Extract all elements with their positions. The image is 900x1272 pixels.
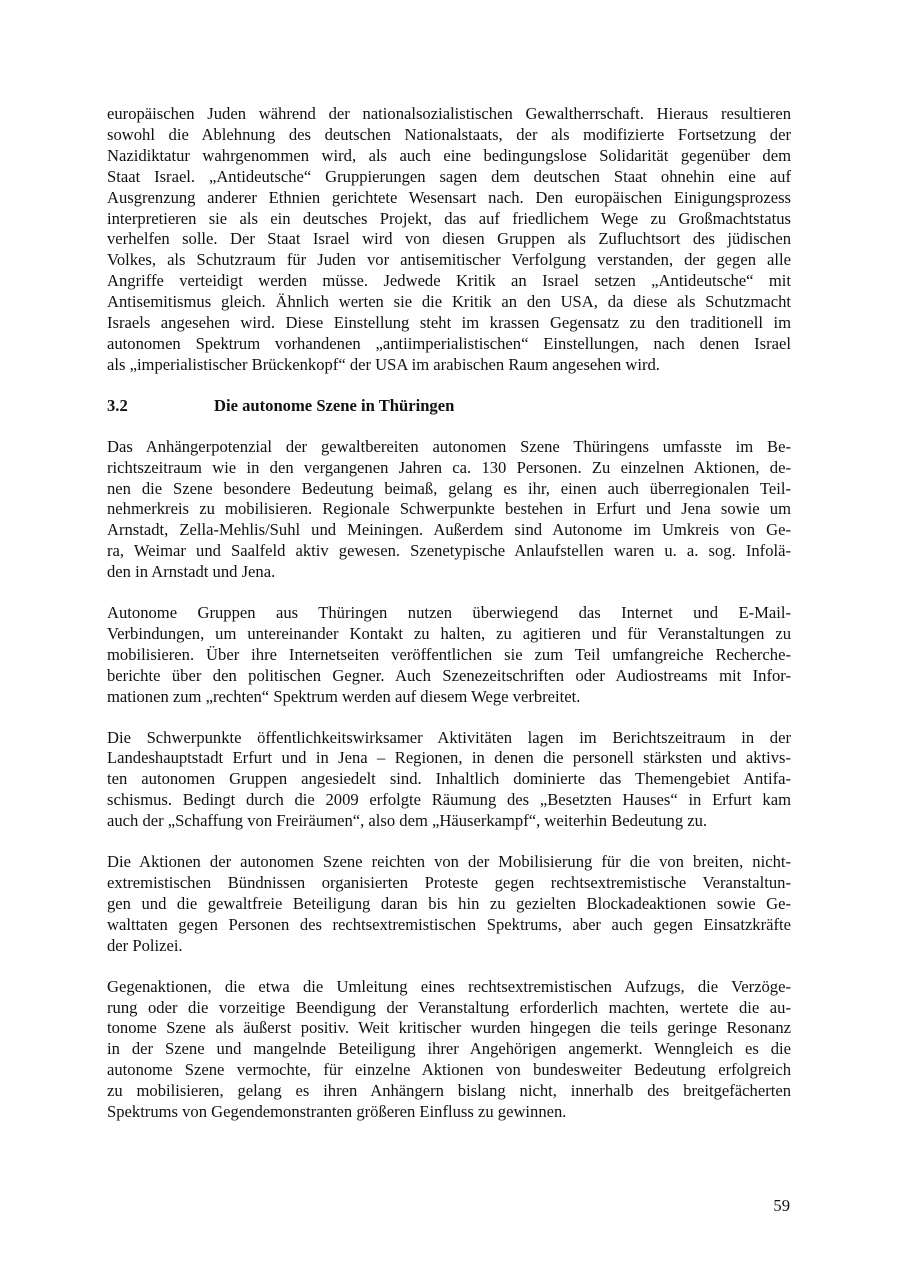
body-paragraph [107, 977, 791, 1123]
text-line: Angriffe verteidigt werden müsse. Jedwede Kritik an Israel setzen „Antideutsche“ mit [107, 271, 791, 291]
text-line: den in Arnstadt und Jena. [107, 562, 276, 582]
text-line: der Polizei. [107, 935, 183, 955]
page-number: 59 [773, 1196, 790, 1215]
text-line: europäischen Juden während der nationalsozialistischen Gewaltherrschaft. Hieraus resultieren [107, 104, 791, 123]
text-line: richtszeitraum wie in den vergangenen Jahren ca. 130 Personen. Zu einzelnen Aktionen, de- [107, 457, 791, 477]
text-line: zu mobilisieren, gelang es ihren Anhängern bislang nicht, innerhalb des breitgefächerten [107, 1081, 791, 1101]
text-line: als „imperialistischer Brückenkopf“ der USA im arabischen Raum angesehen wird. [107, 354, 660, 374]
text-line: Verbindungen, um untereinander Kontakt zu halten, zu agitieren und für Veranstaltungen zu [107, 623, 791, 643]
text-line: schismus. Bedingt durch die 2009 erfolgte Räumung des „Besetzten Hauses“ in Erfurt kam [107, 790, 791, 810]
text-line: Arnstadt, Zella-Mehlis/Suhl und Meiningen. Außerdem sind Autonome im Umkreis von Ge- [107, 520, 791, 540]
body-paragraph [107, 728, 791, 833]
text-line: Israels angesehen wird. Diese Einstellung steht im krassen Gegensatz zu den traditionell im [107, 313, 791, 333]
intro-paragraph [107, 104, 791, 376]
text-line: Nazidiktatur wahrgenommen wird, als auch eine bedingungslose Solidarität gegenüber dem [107, 145, 791, 165]
text-line: nehmerkreis zu mobilisieren. Regionale Schwerpunkte bestehen in Erfurt und Jena sowie um [107, 499, 791, 519]
text-line: Landeshauptstadt Erfurt und in Jena – Regionen, in denen die personell stärksten und aktivs- [107, 748, 791, 768]
text-line: sowohl die Ablehnung des deutschen Nationalstaats, der als modifizierte Fortsetzung der [107, 124, 791, 144]
text-line: nen die Szene besondere Bedeutung beimaß, gelang es ihr, einen auch überregionalen Teil- [107, 478, 791, 498]
text-line: Ausgrenzung anderer Ethnien gerichtete Wesensart nach. Den europäischen Einigungsprozess [107, 187, 791, 207]
text-line: Staat Israel. „Antideutsche“ Gruppierungen sagen dem deutschen Staat ohnehin eine auf [107, 166, 791, 186]
text-line: Gegenaktionen, die etwa die Umleitung eines rechtsextremistischen Aufzugs, die Verzöge- [107, 976, 791, 996]
text-line: Volkes, als Schutzraum für Juden vor antisemitischer Verfolgung verstanden, der gegen alle [107, 250, 791, 270]
text-line: mobilisieren. Über ihre Internetseiten veröffentlichen sie zum Teil umfangreiche Recherche- [107, 644, 791, 664]
section-heading [107, 396, 791, 417]
text-line: Die Schwerpunkte öffentlichkeitswirksamer Aktivitäten lagen im Berichtszeitraum in der [107, 727, 791, 747]
body-paragraph [107, 437, 791, 583]
text-line: rung oder die vorzeitige Beendigung der Veranstaltung erforderlich machten, wertete die au- [107, 997, 791, 1017]
text-line: mationen zum „rechten“ Spektrum werden auf diesem Wege verbreitet. [107, 686, 581, 706]
text-line: autonomen Spektrum vorhandenen „antiimperialistischen“ Einstellungen, nach denen Israel [107, 333, 791, 353]
text-line: verhelfen solle. Der Staat Israel wird von diesen Gruppen als Zufluchtsort des jüdischen [107, 229, 791, 249]
text-line: Autonome Gruppen aus Thüringen nutzen überwiegend das Internet und E-Mail- [107, 603, 791, 623]
text-line: auch der „Schaffung von Freiräumen“, also dem „Häuserkampf“, weiterhin Bedeutung zu. [107, 811, 708, 831]
text-line: Antisemitismus gleich. Ähnlich werten sie die Kritik an den USA, da diese als Schutzmacht [107, 292, 791, 312]
body-paragraph [107, 852, 791, 957]
text-line: autonome Szene vermochte, für einzelne Aktionen von bundesweiter Bedeutung erfolgreich [107, 1060, 791, 1080]
text-line: ten autonomen Gruppen angesiedelt sind. Inhaltlich dominierte das Themengebiet Antifa- [107, 769, 791, 789]
text-line: Spektrums von Gegendemonstranten größeren Einfluss zu gewinnen. [107, 1102, 567, 1122]
text-line: Das Anhängerpotenzial der gewaltbereiten autonomen Szene Thüringens umfasste im Be- [107, 436, 791, 456]
text-line: in der Szene und mangelnde Beteiligung ihrer Angehörigen angemerkt. Wenngleich es die [107, 1039, 791, 1059]
text-line: extremistischen Bündnissen organisierten Proteste gegen rechtsextremistische Veranstaltun- [107, 873, 791, 892]
text-line: berichte über den politischen Gegner. Auch Szenezeitschriften oder Audiostreams mit Infor- [107, 665, 791, 685]
body-paragraph [107, 603, 791, 708]
text-line: Die Aktionen der autonomen Szene reichten von der Mobilisierung für die von breiten, nicht- [107, 852, 791, 872]
document-page [107, 104, 791, 1123]
section-number: 3.2 [107, 395, 128, 415]
text-line: ra, Weimar und Saalfeld aktiv gewesen. Szenetypische Anlaufstellen waren u. a. sog. Infolä- [107, 541, 791, 561]
section-title: Die autonome Szene in Thüringen [214, 395, 455, 415]
text-line: walttaten gegen Personen des rechtsextremistischen Spektrums, aber auch gegen Einsatzkräfte [107, 914, 791, 934]
text-line: interpretieren sie als ein deutsches Projekt, das auf friedlichem Wege zu Großmachtstatus [107, 208, 791, 228]
text-line: gen und die gewaltfreie Beteiligung daran bis hin zu gezielten Blockadeaktionen sowie Ge- [107, 893, 791, 913]
text-line: tonome Szene als äußerst positiv. Weit kritischer wurden hingegen die teils geringe Resonanz [107, 1018, 791, 1038]
